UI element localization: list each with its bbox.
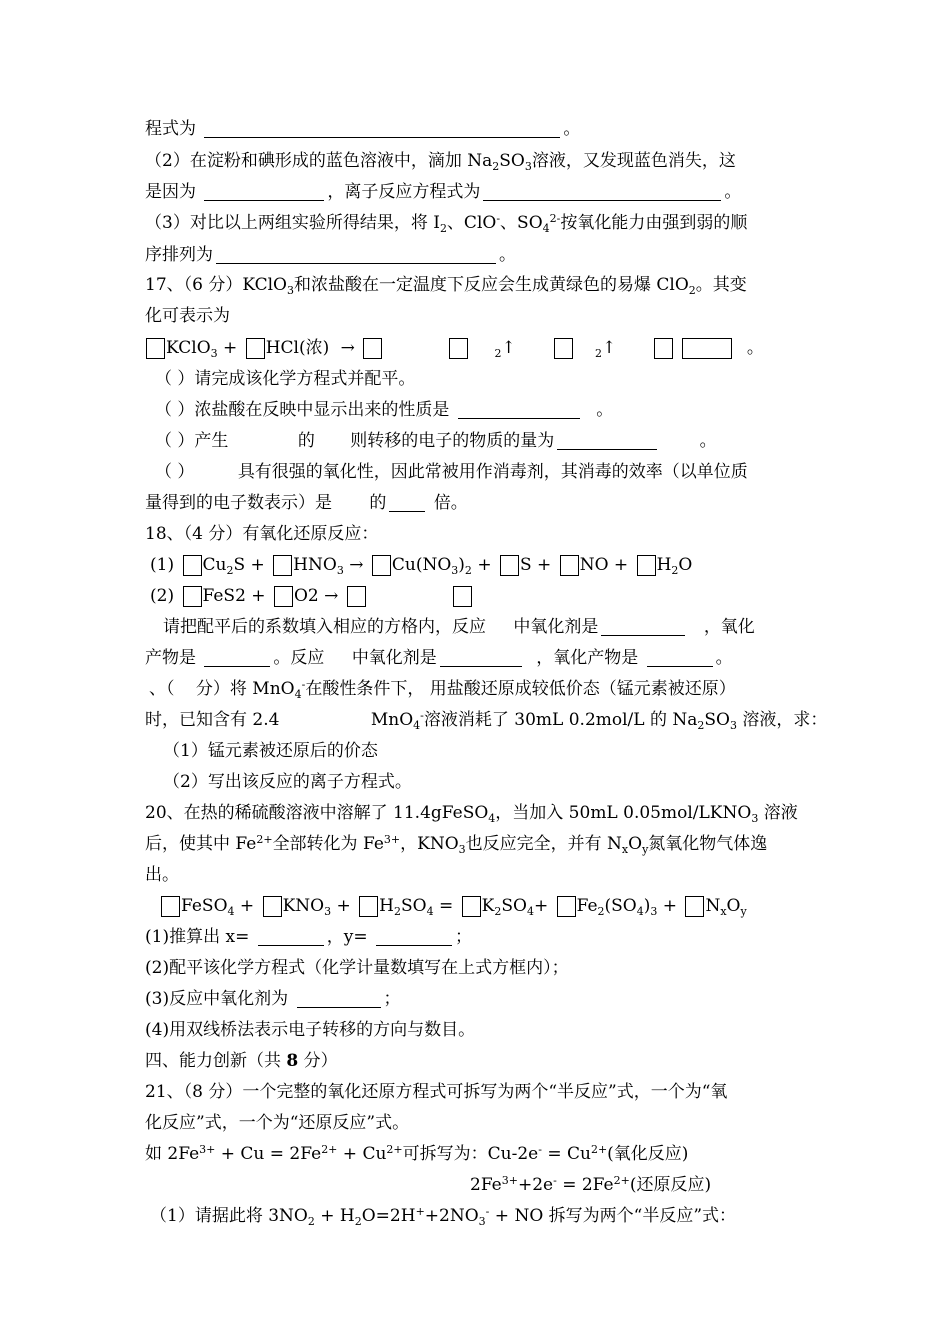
- subscript: 2: [494, 347, 502, 360]
- section-4-heading: [145, 1050, 338, 1072]
- formula: O: [726, 896, 741, 916]
- answer-blank[interactable]: [389, 493, 425, 512]
- coefficient-box[interactable]: [363, 338, 382, 359]
- text: + Cu = 2Fe: [215, 1144, 322, 1164]
- text: 时，已知含有 2.4: [145, 710, 280, 730]
- coefficient-box[interactable]: [274, 586, 293, 607]
- coefficient-box[interactable]: [359, 896, 378, 917]
- text: (2): [150, 586, 175, 606]
- formula: H: [379, 896, 394, 916]
- up-arrow-icon: ↑: [501, 338, 516, 358]
- formula: SO: [501, 896, 527, 916]
- text: +: [223, 338, 238, 358]
- subscript: 2: [594, 347, 602, 360]
- coefficient-box[interactable]: [263, 896, 282, 917]
- subscript: 4: [413, 719, 421, 732]
- coefficient-box[interactable]: [500, 555, 519, 576]
- text: 2Fe: [470, 1175, 502, 1195]
- text: 后，使其中 Fe: [145, 834, 257, 854]
- formula: K: [481, 896, 495, 916]
- formula: ): [458, 555, 465, 575]
- arrow-icon: →: [349, 555, 364, 575]
- subscript: 3: [336, 564, 344, 577]
- q18-text-2: [145, 647, 733, 669]
- text: 。: [724, 182, 742, 202]
- text: 8: [286, 1051, 299, 1071]
- subscript: 2: [494, 905, 502, 918]
- q16-part-3-cont: [145, 244, 516, 266]
- superscript: 2-: [549, 212, 561, 225]
- superscript: 2+: [590, 1143, 608, 1156]
- coefficient-box[interactable]: [273, 555, 292, 576]
- formula: FeSO: [181, 896, 228, 916]
- text: （1）锰元素被还原后的价态: [163, 741, 378, 761]
- text: 序排列为: [145, 245, 213, 265]
- superscript: -: [420, 709, 424, 722]
- subscript: 3: [478, 1215, 486, 1228]
- q17-equation: [143, 337, 764, 359]
- text: +: [477, 555, 492, 575]
- text: 、（: [149, 679, 175, 699]
- formula: Cu: [202, 555, 227, 575]
- text: (氧化反应): [607, 1144, 689, 1164]
- up-arrow-icon: ↑: [601, 338, 617, 358]
- text: 。: [699, 431, 717, 451]
- q17-heading-cont: [145, 305, 230, 327]
- answer-blank[interactable]: [204, 648, 270, 667]
- coefficient-box[interactable]: [560, 555, 579, 576]
- superscript: 3+: [199, 1143, 216, 1156]
- formula: O: [678, 555, 693, 575]
- formula: O2: [293, 586, 319, 606]
- text: 18、（4 分）有氧化还原反应：: [145, 524, 379, 544]
- text: 倍。: [433, 493, 468, 513]
- text: 。: [715, 648, 733, 668]
- text: （3）对比以上两组实验所得结果，将 I: [145, 213, 440, 233]
- subscript: 2: [697, 719, 705, 732]
- subscript: 3: [458, 843, 466, 856]
- formula: FeS2 +: [202, 586, 266, 606]
- text: + NO 拆写为两个“半反应”式：: [489, 1206, 737, 1226]
- text: = 2Fe: [556, 1175, 614, 1195]
- text: 。: [499, 245, 516, 265]
- superscript: 2+: [321, 1143, 338, 1156]
- subscript: x: [621, 843, 629, 856]
- subscript: 2: [307, 1215, 315, 1228]
- q16-part-2-cont: [145, 181, 741, 203]
- text: 全部转化为 Fe: [272, 834, 384, 854]
- subscript: 4: [426, 905, 434, 918]
- coefficient-box[interactable]: [246, 338, 265, 359]
- formula: S +: [519, 555, 552, 575]
- formula-box[interactable]: [682, 338, 732, 359]
- formula: KNO: [282, 896, 325, 916]
- q17-sub-4: [155, 461, 748, 483]
- text: 分）将 MnO: [195, 679, 295, 699]
- text: 在酸性条件下，: [305, 679, 425, 699]
- answer-blank[interactable]: [258, 927, 324, 946]
- text: = Cu: [541, 1144, 591, 1164]
- q16-part-3: [145, 212, 747, 234]
- coefficient-box[interactable]: [557, 896, 576, 917]
- answer-blank[interactable]: [204, 182, 324, 201]
- text: 程式为: [145, 119, 196, 139]
- text: 。反应: [273, 648, 325, 668]
- subscript: 2: [226, 564, 234, 577]
- text: 、SO: [500, 213, 543, 233]
- superscript: 2+: [386, 1143, 403, 1156]
- text: ；: [383, 989, 401, 1009]
- subscript: 3: [524, 160, 532, 173]
- formula: Cu(NO: [391, 555, 452, 575]
- text: 则转移的电子的物质的量为: [350, 431, 555, 451]
- subscript: 2: [597, 905, 605, 918]
- text: (还原反应): [629, 1175, 712, 1195]
- q19-heading: [145, 678, 736, 700]
- q20-sub-3: [145, 988, 401, 1010]
- coefficient-box[interactable]: [654, 338, 673, 359]
- superscript: -: [485, 1205, 490, 1218]
- subscript: 4: [542, 222, 550, 235]
- superscript: 3+: [383, 833, 401, 846]
- subscript: 2: [688, 284, 696, 297]
- text: （ ）浓盐酸在反映中显示出来的性质是: [155, 400, 450, 420]
- text: 。: [746, 338, 764, 358]
- text: （ ）: [155, 462, 195, 482]
- q19-sub-2: [163, 771, 412, 793]
- q17-sub-3: [155, 430, 717, 452]
- arrow-icon: →: [340, 338, 355, 358]
- superscript: -: [538, 1143, 542, 1156]
- text: 的: [369, 493, 387, 513]
- text: 是因为: [145, 182, 196, 202]
- q17-sub-1: [155, 368, 415, 390]
- text: =: [438, 896, 454, 916]
- coefficient-box[interactable]: [685, 896, 704, 917]
- superscript: -: [553, 1174, 557, 1187]
- text: 溶液消耗了 30mL 0.2mol/L 的 Na: [423, 710, 698, 730]
- superscript: 3+: [501, 1174, 518, 1187]
- text: +: [239, 896, 255, 916]
- coefficient-box[interactable]: [347, 586, 366, 607]
- text: （1）请据此将 3NO: [150, 1206, 308, 1226]
- answer-blank[interactable]: [647, 648, 713, 667]
- text: +: [662, 896, 678, 916]
- text: 溶液，求：: [742, 710, 828, 730]
- subscript: 2: [492, 160, 500, 173]
- superscript: 2+: [256, 833, 273, 846]
- q21-example-2: [470, 1174, 711, 1196]
- text: (2)配平该化学方程式（化学计量数填写在上式方框内）；: [145, 958, 569, 978]
- q18-equation-2: [150, 585, 473, 607]
- text: 溶液，又发现蓝色消失，这: [531, 151, 736, 171]
- formula: (SO: [604, 896, 637, 916]
- text: （ ）产生: [155, 431, 229, 451]
- text: ，y=: [326, 927, 368, 947]
- formula: NO +: [579, 555, 629, 575]
- superscript: 2+: [613, 1174, 630, 1187]
- text: 21、（8 分）一个完整的氧化还原方程式可拆写为两个“半反应”式，一个为“氧: [145, 1082, 728, 1102]
- text: 中氧化剂是: [351, 648, 437, 668]
- text: O=2H: [361, 1206, 416, 1226]
- text: +: [336, 896, 351, 916]
- text: +2NO: [424, 1206, 479, 1226]
- text: (4)用双线桥法表示电子转移的方向与数目。: [145, 1020, 476, 1040]
- text: ，当加入 50mL 0.05mol/LKNO: [495, 803, 752, 823]
- formula: S +: [233, 555, 265, 575]
- text: 17、（6 分）KClO: [145, 275, 287, 295]
- q17-sub-2: [155, 399, 613, 421]
- subscript: 3: [650, 905, 658, 918]
- text: 氮氧化物气体逸: [648, 834, 768, 854]
- subscript: 4: [526, 905, 534, 918]
- text: 的: [297, 431, 315, 451]
- q21-heading: [145, 1081, 727, 1103]
- text: 和浓盐酸在一定温度下反应会生成黄绿色的易爆 ClO: [293, 275, 689, 295]
- coefficient-box[interactable]: [146, 338, 165, 359]
- text: 化反应”式，一个为“还原反应”式。: [145, 1113, 410, 1133]
- q18-equation-1: [150, 554, 692, 576]
- text: + Cu: [337, 1144, 387, 1164]
- text: + H: [314, 1206, 355, 1226]
- text: 产物是: [145, 648, 196, 668]
- q20-heading: [145, 802, 798, 824]
- text: +: [533, 896, 549, 916]
- text: 。: [596, 400, 614, 420]
- formula: Fe: [576, 896, 598, 916]
- subscript: 2: [439, 222, 447, 235]
- q16-part-2: [145, 150, 736, 172]
- coefficient-box[interactable]: [372, 555, 391, 576]
- text: 分）: [298, 1051, 338, 1071]
- answer-blank[interactable]: [601, 617, 685, 636]
- subscript: y: [740, 905, 747, 918]
- formula: SO: [400, 896, 427, 916]
- text: 请把配平后的系数填入相应的方格内，反应: [163, 617, 486, 637]
- formula: KClO: [166, 338, 211, 358]
- text: 也反应完全，并有 N: [465, 834, 622, 854]
- subscript: 2: [354, 1215, 362, 1228]
- q20-heading-end: [145, 864, 179, 886]
- subscript: 2: [671, 564, 679, 577]
- formula: N: [705, 896, 721, 916]
- formula: ): [643, 896, 651, 916]
- answer-blank[interactable]: [483, 182, 721, 201]
- subscript: 3: [729, 719, 737, 732]
- text: ，氧化: [703, 617, 755, 637]
- text: ，离子反应方程式为: [327, 182, 481, 202]
- q20-equation: [158, 895, 747, 917]
- formula: HCl(浓): [265, 338, 330, 358]
- superscript: -: [301, 678, 306, 691]
- q19-sub-1: [163, 740, 378, 762]
- q17-heading: [145, 274, 747, 296]
- q20-sub-2: [145, 957, 569, 979]
- q16-line-1: [145, 118, 580, 140]
- text: 按氧化能力由强到弱的顺: [560, 213, 748, 233]
- coefficient-box[interactable]: [637, 555, 656, 576]
- subscript: 4: [227, 905, 235, 918]
- formula: HNO: [293, 555, 337, 575]
- text: （2）写出该反应的离子方程式。: [163, 772, 412, 792]
- text: 出。: [145, 865, 179, 885]
- text: 四、能力创新（共: [145, 1051, 287, 1071]
- arrow-icon: →: [324, 586, 339, 606]
- q21-sub-1: [150, 1205, 736, 1227]
- subscript: 4: [636, 905, 644, 918]
- text: ，KNO: [400, 834, 459, 854]
- coefficient-box[interactable]: [449, 338, 468, 359]
- text: ，氧化产物是: [536, 648, 639, 668]
- text: 具有很强的氧化性，因此常被用作消毒剂，其消毒的效率（以单位质: [237, 462, 748, 482]
- q18-text-1: [163, 616, 755, 638]
- text: （ ）请完成该化学方程式并配平。: [155, 369, 416, 389]
- q20-heading-cont: [145, 833, 767, 855]
- text: 可拆写为：Cu-2e: [402, 1144, 539, 1164]
- answer-blank[interactable]: [204, 119, 560, 138]
- q20-sub-1: [145, 926, 472, 948]
- q19-heading-cont: [145, 709, 827, 731]
- subscript: 4: [488, 812, 496, 825]
- text: 、ClO: [446, 213, 497, 233]
- text: (3)反应中氧化剂为: [145, 989, 289, 1009]
- subscript: 4: [294, 688, 302, 701]
- subscript: 3: [286, 284, 294, 297]
- answer-blank[interactable]: [297, 989, 381, 1008]
- subscript: 3: [451, 564, 459, 577]
- superscript: +: [415, 1205, 425, 1218]
- text: ；: [455, 927, 472, 947]
- subscript: 2: [393, 905, 401, 918]
- coefficient-box[interactable]: [554, 338, 573, 359]
- formula: MnO: [370, 710, 414, 730]
- text: SO: [499, 151, 525, 171]
- subscript: 2: [464, 564, 472, 577]
- text: （2）在淀粉和碘形成的蓝色溶液中，滴加 Na: [145, 151, 493, 171]
- text: 用盐酸还原成较低价态（锰元素被还原）: [429, 679, 736, 699]
- answer-blank[interactable]: [557, 431, 657, 450]
- superscript: -: [496, 212, 501, 225]
- text: 。其变: [695, 275, 747, 295]
- text: 量得到的电子数表示）是: [145, 493, 332, 513]
- text: 溶液: [763, 803, 798, 823]
- subscript: x: [720, 905, 727, 918]
- coefficient-box[interactable]: [183, 586, 202, 607]
- q20-sub-4: [145, 1019, 475, 1041]
- text: (1)推算出 x=: [145, 927, 250, 947]
- subscript: 3: [210, 347, 218, 360]
- q18-heading: [145, 523, 378, 545]
- text: 化可表示为: [145, 306, 230, 326]
- text: 如 2Fe: [145, 1144, 200, 1164]
- q17-sub-4-cont: [145, 492, 468, 514]
- q21-heading-cont: [145, 1112, 409, 1134]
- text: 20、在热的稀硫酸溶液中溶解了 11.4gFeSO: [145, 803, 489, 823]
- answer-blank[interactable]: [376, 927, 452, 946]
- subscript: 3: [324, 905, 332, 918]
- text: (1): [150, 555, 175, 575]
- text: 中氧化剂是: [513, 617, 599, 637]
- subscript: 3: [751, 812, 759, 825]
- coefficient-box[interactable]: [462, 896, 481, 917]
- coefficient-box[interactable]: [161, 896, 180, 917]
- answer-blank[interactable]: [216, 245, 496, 264]
- answer-blank[interactable]: [458, 400, 580, 419]
- formula: SO: [704, 710, 730, 730]
- subscript: y: [642, 843, 649, 856]
- text: 。: [563, 119, 581, 139]
- answer-blank[interactable]: [440, 648, 522, 667]
- formula: H: [656, 555, 672, 575]
- text: +2e: [517, 1175, 554, 1195]
- text: O: [628, 834, 643, 854]
- coefficient-box[interactable]: [453, 586, 472, 607]
- coefficient-box[interactable]: [183, 555, 202, 576]
- q21-example-1: [145, 1143, 688, 1165]
